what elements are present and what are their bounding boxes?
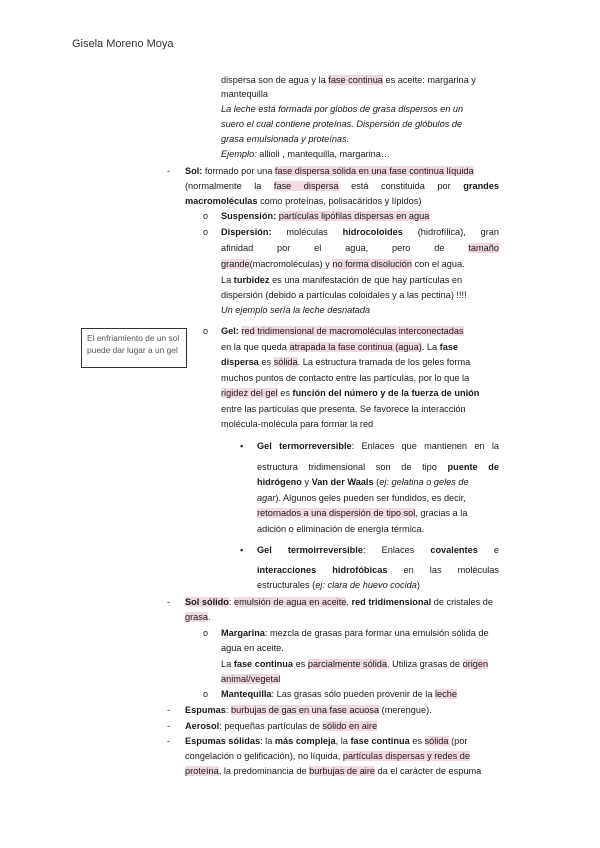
gel-line-1: Gel: red tridimensional de macromoléculas interconectadas — [221, 326, 464, 336]
espumas-line: Espumas: burbujas de gas en una fase acuosa (merengue). — [185, 705, 432, 715]
dash-bullet: - — [167, 597, 171, 607]
sol-line-3: macromoléculas como proteínas, polisacáridos y lípidos) — [185, 196, 422, 206]
gel-line-3: dispersa es sólida. La estructura tramada de los geles forma — [221, 357, 471, 367]
circle-bullet: o — [203, 326, 209, 336]
termo-line-6: adición o eliminación de energía térmica. — [257, 524, 424, 534]
margarina-line-2: agua en aceite. — [221, 643, 284, 653]
suspension-line: Suspensión: partículas lipófilas dispersas en agua — [221, 211, 430, 221]
dash-bullet: - — [167, 721, 171, 731]
gel-line-6: entre las partículas que presenta. Se favorece la interacción — [221, 404, 466, 414]
termo-line-2: estructura tridimensional son de tipo puente de — [257, 462, 499, 472]
turbidity-line-3: Un ejemplo sería la leche desnatada — [221, 305, 371, 315]
aerosol-line: Aerosol: pequeñas partículas de sólido en aire — [185, 721, 378, 731]
dash-bullet: - — [167, 736, 171, 746]
milk-line-1: La leche está formada por globos de grasa dispersos en un — [221, 104, 464, 114]
dash-bullet: - — [167, 705, 171, 715]
gel-line-2: en la que queda atrapada la fase continua (agua). La fase — [221, 342, 459, 352]
espumas-solidas-line-3: proteína, la predominancia de burbujas de aire da el carácter de espuma — [185, 766, 482, 776]
dispersion-line-1: Dispersión: moléculas hidrocoloides (hidrofílica), gran — [221, 227, 499, 237]
solido-line-2: grasa. — [185, 612, 211, 622]
circle-bullet: o — [203, 628, 209, 638]
example-line: Ejemplo: allioli , mantequilla, margarina… — [221, 149, 391, 159]
circle-bullet: o — [203, 211, 209, 221]
mantequilla-line: Mantequilla: Las grasas sólo pueden provenir de la leche — [221, 689, 457, 699]
irrev-line-2: interacciones hidrofóbicas en las moléculas — [257, 565, 499, 575]
termo-line-1: Gel termorreversible: Enlaces que mantienen en la — [257, 441, 499, 451]
termo-line-4: agar). Algunos geles pueden ser fundidos, es decir, — [257, 493, 466, 503]
gel-line-7: molécula-molécula para formar la red — [221, 419, 374, 429]
gel-line-5: rigidez del gel es función del número y de la fuerza de unión — [221, 388, 480, 398]
termo-line-5: retornados a una dispersión de tipo sol, gracias a la — [257, 508, 468, 518]
espumas-solidas-line-2: congelación o gelificación), no líquida, partículas dispersas y redes de — [185, 751, 470, 761]
irrev-line-3: estructurales (ej: clara de huevo cocida) — [257, 580, 420, 590]
margarina-line-3: La fase continua es parcialmente sólida. Utiliza grasas de origen — [221, 659, 489, 669]
termo-line-3: hidrógeno y Van der Waals (ej: gelatina o geles de — [257, 477, 469, 487]
sol-line-1: Sol: formado por una fase dispersa sólida en una fase continua líquida — [185, 166, 474, 176]
intro-line-1: dispersa son de agua y la fase continua es aceite: margarina y — [221, 75, 476, 85]
milk-line-2: suero el cual contiene proteínas. Dispersión de glóbulos de — [221, 119, 463, 129]
side-note-box: El enfriamiento de un sol puede dar lugar a un gel — [81, 328, 187, 368]
gel-line-4: muchos puntos de contacto entre las partículas, por lo que la — [221, 373, 470, 383]
milk-line-3: grasa emulsionada y proteínas. — [221, 134, 350, 144]
espumas-solidas-line-1: Espumas sólidas: la más compleja, la fase continua es sólida (por — [185, 736, 468, 746]
sol-line-2: (normalmente la fase dispersa está constituida por grandes — [185, 181, 500, 191]
dispersion-line-2: afinidad por el agua, pero de tamaño — [221, 243, 499, 253]
square-bullet: ▪ — [240, 545, 244, 555]
circle-bullet: o — [203, 227, 209, 237]
turbidity-line-1: La turbidez es una manifestación de que hay partículas en — [221, 275, 463, 285]
turbidity-line-2: dispersión (debido a partículas coloidales y a las pectina) !!!! — [221, 290, 467, 300]
irrev-line-1: Gel termoirreversible: Enlaces covalentes e — [257, 545, 500, 555]
intro-line-2: mantequilla — [221, 89, 268, 99]
dispersion-line-3: grande(macromoléculas) y no forma disolución con el agua. — [221, 259, 465, 269]
solido-line-1: Sol sólido: emulsión de agua en aceite, red tridimensional de cristales de — [185, 597, 493, 607]
dash-bullet: - — [167, 166, 171, 176]
margarina-line-1: Margarina: mezcla de grasas para formar una emulsión sólida de — [221, 628, 489, 638]
circle-bullet: o — [203, 689, 209, 699]
highlight: fase continua — [328, 75, 383, 85]
author-header: Gisela Moreno Moya — [72, 38, 174, 50]
square-bullet: ▪ — [240, 441, 244, 451]
margarina-line-4: animal/vegetal — [221, 674, 281, 684]
